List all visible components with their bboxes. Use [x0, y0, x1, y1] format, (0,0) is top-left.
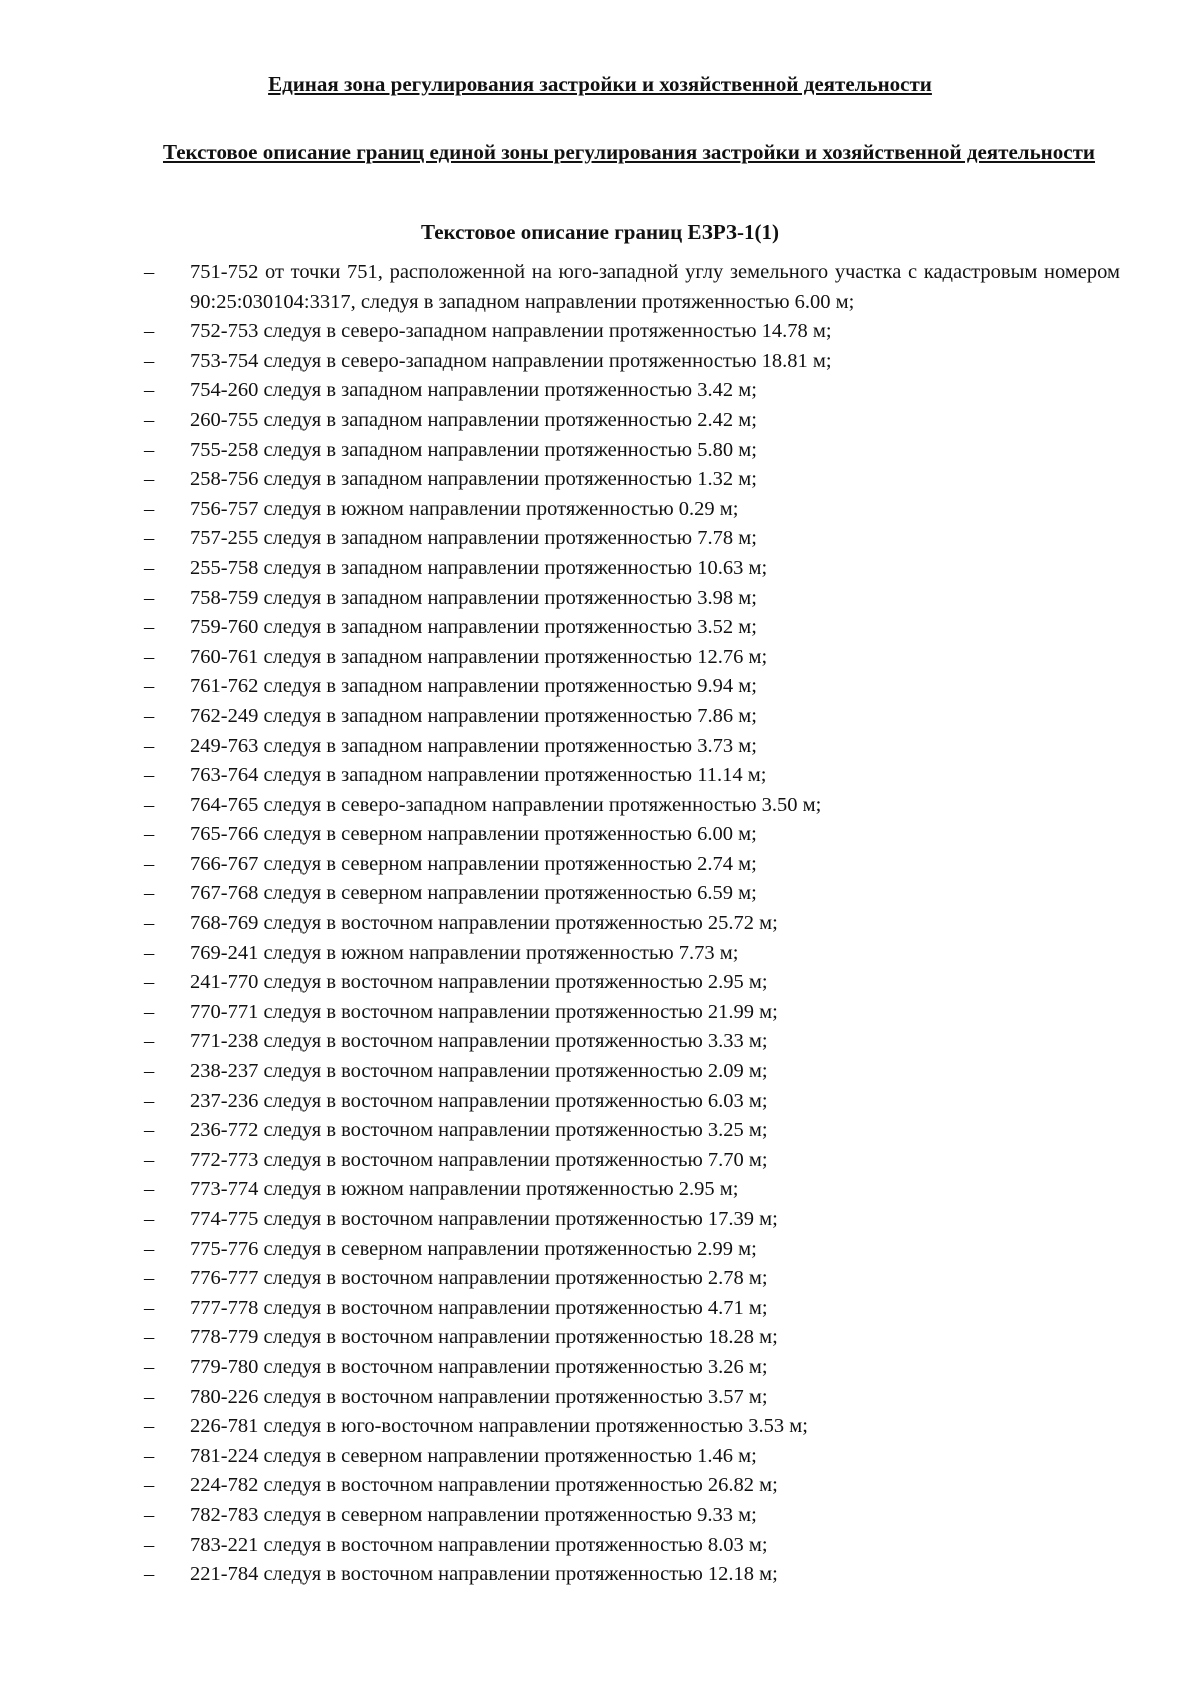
- list-item: [0, 1205, 1200, 1235]
- list-item: [0, 791, 1200, 821]
- list-bullet: –: [144, 349, 155, 372]
- list-bullet: –: [144, 793, 155, 816]
- boundary-segment-text: 776-777 следуя в восточном направлении протяженностью 2.78 м;: [190, 1267, 768, 1290]
- boundary-segment-text: 779-780 следуя в восточном направлении протяженностью 3.26 м;: [190, 1355, 768, 1378]
- boundary-segment-text: 783-221 следуя в восточном направлении протяженностью 8.03 м;: [190, 1533, 768, 1556]
- list-bullet: –: [144, 1296, 155, 1319]
- boundary-segment-text: 770-771 следуя в восточном направлении протяженностью 21.99 м;: [190, 1000, 778, 1023]
- list-item: [0, 317, 1200, 347]
- boundary-segment-text: 756-757 следуя в южном направлении протяженностью 0.29 м;: [190, 497, 739, 520]
- list-bullet: –: [144, 261, 155, 283]
- boundary-segment-text: 772-773 следуя в восточном направлении протяженностью 7.70 м;: [190, 1148, 768, 1171]
- list-bullet: –: [144, 1178, 155, 1201]
- list-bullet: –: [144, 971, 155, 994]
- list-item: [0, 1116, 1200, 1146]
- section-heading: Текстовое описание границ ЕЗРЗ-1(1): [420, 220, 779, 244]
- list-bullet: –: [144, 912, 155, 935]
- list-bullet: –: [144, 1000, 155, 1023]
- boundary-segment-list: [0, 258, 1200, 1590]
- list-bullet: –: [144, 1503, 155, 1526]
- list-item: [0, 1146, 1200, 1176]
- boundary-segment-text: 763-764 следуя в западном направлении протяженностью 11.14 м;: [190, 764, 767, 787]
- boundary-segment-text: 774-775 следуя в восточном направлении протяженностью 17.39 м;: [190, 1208, 778, 1230]
- boundary-segment-text: 249-763 следуя в западном направлении протяженностью 3.73 м;: [190, 734, 757, 757]
- list-bullet: –: [144, 1355, 155, 1378]
- list-item: [0, 968, 1200, 998]
- boundary-segment-text: 767-768 следуя в северном направлении протяженностью 6.59 м;: [190, 882, 757, 905]
- boundary-segment-text: 764-765 следуя в северо-западном направлении протяженностью 3.50 м;: [190, 793, 822, 816]
- list-bullet: –: [144, 1267, 155, 1290]
- list-item: [0, 1175, 1200, 1205]
- list-bullet: –: [144, 1208, 155, 1230]
- list-item: [0, 1442, 1200, 1472]
- list-bullet: –: [144, 1148, 155, 1171]
- list-item: [0, 702, 1200, 732]
- list-bullet: –: [144, 1089, 155, 1112]
- list-bullet: –: [144, 823, 155, 846]
- list-bullet: –: [144, 438, 155, 461]
- list-bullet: –: [144, 1385, 155, 1408]
- list-bullet: –: [144, 1060, 155, 1083]
- list-item: [0, 436, 1200, 466]
- list-item: [0, 1087, 1200, 1117]
- boundary-segment-text: 260-755 следуя в западном направлении протяженностью 2.42 м;: [190, 408, 757, 431]
- list-bullet: –: [144, 645, 155, 668]
- boundary-segment-text: 238-237 следуя в восточном направлении протяженностью 2.09 м;: [190, 1060, 768, 1083]
- list-bullet: –: [144, 1415, 155, 1438]
- boundary-segment-text: 762-249 следуя в западном направлении протяженностью 7.86 м;: [190, 704, 757, 727]
- boundary-segment-text: 765-766 следуя в северном направлении протяженностью 6.00 м;: [190, 823, 757, 846]
- boundary-segment-text: 255-758 следуя в западном направлении протяженностью 10.63 м;: [190, 556, 768, 579]
- list-item: [0, 732, 1200, 762]
- list-item: [0, 465, 1200, 495]
- boundary-segment-text: 224-782 следуя в восточном направлении протяженностью 26.82 м;: [190, 1474, 778, 1497]
- list-item: [0, 554, 1200, 584]
- list-bullet: –: [144, 379, 155, 402]
- list-item: [0, 909, 1200, 939]
- boundary-segment-text: 754-260 следуя в западном направлении протяженностью 3.42 м;: [190, 379, 757, 402]
- list-item: [0, 1383, 1200, 1413]
- list-item: [0, 643, 1200, 673]
- list-bullet: –: [144, 1326, 155, 1349]
- list-item: [0, 524, 1200, 554]
- list-item: [0, 1501, 1200, 1531]
- boundary-segment-text: 777-778 следуя в восточном направлении протяженностью 4.71 м;: [190, 1296, 768, 1319]
- boundary-segment-text: 781-224 следуя в северном направлении протяженностью 1.46 м;: [190, 1444, 757, 1467]
- boundary-segment-text: 226-781 следуя в юго-восточном направлении протяженностью 3.53 м;: [190, 1415, 808, 1438]
- list-item: [0, 672, 1200, 702]
- list-item: [0, 939, 1200, 969]
- list-bullet: –: [144, 1474, 155, 1497]
- list-bullet: –: [144, 497, 155, 520]
- boundary-segment-text: 258-756 следуя в западном направлении протяженностью 1.32 м;: [190, 468, 757, 491]
- list-item: [0, 584, 1200, 614]
- list-bullet: –: [144, 852, 155, 875]
- list-item: [0, 998, 1200, 1028]
- list-item: [0, 406, 1200, 436]
- boundary-segment-text: 237-236 следуя в восточном направлении протяженностью 6.03 м;: [190, 1089, 768, 1112]
- boundary-segment-text: 768-769 следуя в восточном направлении протяженностью 25.72 м;: [190, 912, 778, 935]
- boundary-segment-text: 778-779 следуя в восточном направлении протяженностью 18.28 м;: [190, 1326, 778, 1349]
- boundary-segment-text: 751-752 от точки 751, расположенной на юго-западной углу земельного участка с кадастровым номером 90:25:030104:3317, следуя в западном направлении протяженностью 6.00 м;: [190, 261, 1120, 313]
- list-item: [0, 1027, 1200, 1057]
- list-item: [0, 495, 1200, 525]
- list-item: [0, 1057, 1200, 1087]
- list-bullet: –: [144, 320, 155, 343]
- boundary-segment-text: 752-753 следуя в северо-западном направлении протяженностью 14.78 м;: [190, 320, 832, 343]
- list-item: [0, 347, 1200, 377]
- list-item: [0, 1264, 1200, 1294]
- list-item: [0, 820, 1200, 850]
- boundary-segment-text: 771-238 следуя в восточном направлении протяженностью 3.33 м;: [190, 1030, 768, 1053]
- list-bullet: –: [144, 408, 155, 431]
- list-item: [0, 258, 1200, 317]
- list-bullet: –: [144, 1030, 155, 1053]
- boundary-segment-text: 757-255 следуя в западном направлении протяженностью 7.78 м;: [190, 527, 757, 550]
- list-bullet: –: [144, 1444, 155, 1467]
- document-title: Единая зона регулирования застройки и хозяйственной деятельности: [268, 72, 932, 96]
- boundary-segment-text: 241-770 следуя в восточном направлении протяженностью 2.95 м;: [190, 971, 768, 994]
- list-bullet: –: [144, 1533, 155, 1556]
- list-bullet: –: [144, 1563, 155, 1586]
- boundary-segment-text: 760-761 следуя в западном направлении протяженностью 12.76 м;: [190, 645, 768, 668]
- list-item: [0, 850, 1200, 880]
- list-bullet: –: [144, 882, 155, 905]
- boundary-segment-text: 753-754 следуя в северо-западном направлении протяженностью 18.81 м;: [190, 349, 832, 372]
- list-item: [0, 761, 1200, 791]
- list-bullet: –: [144, 586, 155, 609]
- list-item: [0, 1471, 1200, 1501]
- boundary-segment-text: 236-772 следуя в восточном направлении протяженностью 3.25 м;: [190, 1119, 768, 1142]
- list-item: [0, 879, 1200, 909]
- list-bullet: –: [144, 734, 155, 757]
- list-bullet: –: [144, 1119, 155, 1142]
- list-item: [0, 1412, 1200, 1442]
- boundary-segment-text: 761-762 следуя в западном направлении протяженностью 9.94 м;: [190, 675, 757, 698]
- list-item: [0, 1294, 1200, 1324]
- list-item: [0, 1531, 1200, 1561]
- boundary-segment-text: 758-759 следуя в западном направлении протяженностью 3.98 м;: [190, 586, 757, 609]
- boundary-segment-text: 780-226 следуя в восточном направлении протяженностью 3.57 м;: [190, 1385, 768, 1408]
- list-item: [0, 1353, 1200, 1383]
- boundary-segment-text: 782-783 следуя в северном направлении протяженностью 9.33 м;: [190, 1503, 757, 1526]
- boundary-segment-text: 766-767 следуя в северном направлении протяженностью 2.74 м;: [190, 852, 757, 875]
- list-item: [0, 1235, 1200, 1265]
- list-bullet: –: [144, 468, 155, 491]
- list-item: [0, 376, 1200, 406]
- boundary-segment-text: 773-774 следуя в южном направлении протяженностью 2.95 м;: [190, 1178, 739, 1201]
- list-bullet: –: [144, 1237, 155, 1260]
- list-item: [0, 1323, 1200, 1353]
- document-subtitle: Текстовое описание границ единой зоны регулирования застройки и хозяйственной деятельности: [162, 140, 1096, 164]
- boundary-segment-text: 769-241 следуя в южном направлении протяженностью 7.73 м;: [190, 941, 739, 964]
- boundary-segment-text: 755-258 следуя в западном направлении протяженностью 5.80 м;: [190, 438, 757, 461]
- list-bullet: –: [144, 675, 155, 698]
- list-item: [0, 613, 1200, 643]
- boundary-segment-text: 775-776 следуя в северном направлении протяженностью 2.99 м;: [190, 1237, 757, 1260]
- list-bullet: –: [144, 704, 155, 727]
- list-bullet: –: [144, 616, 155, 639]
- list-item: [0, 1560, 1200, 1590]
- list-bullet: –: [144, 527, 155, 550]
- boundary-segment-text: 221-784 следуя в восточном направлении протяженностью 12.18 м;: [190, 1563, 778, 1586]
- list-bullet: –: [144, 941, 155, 964]
- boundary-segment-text: 759-760 следуя в западном направлении протяженностью 3.52 м;: [190, 616, 757, 639]
- list-bullet: –: [144, 764, 155, 787]
- list-bullet: –: [144, 556, 155, 579]
